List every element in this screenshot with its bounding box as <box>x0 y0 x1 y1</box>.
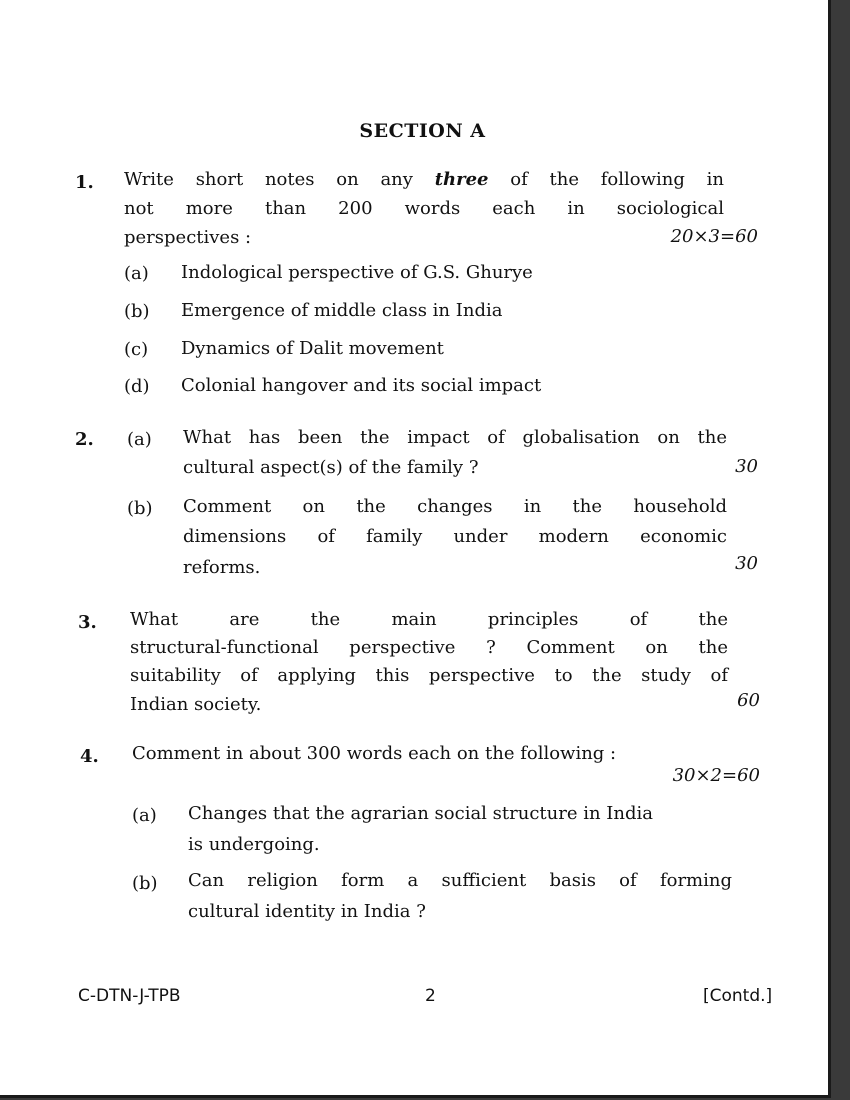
question-2b-label: (b) <box>127 498 153 519</box>
question-1b-text: Emergence of middle class in India <box>181 300 503 321</box>
question-4-marks: 30×2=60 <box>672 765 760 786</box>
question-2a-label: (a) <box>127 429 152 450</box>
question-1-emphasis: three <box>434 169 489 190</box>
question-3-line-2: structural-functional perspective ? Comment on the <box>130 637 728 658</box>
question-4b-line-1: Can religion form a sufficient basis of forming <box>188 870 732 891</box>
question-1-line-2: not more than 200 words each in sociological <box>124 198 724 219</box>
question-3-marks: 60 <box>737 690 760 711</box>
question-4b-label: (b) <box>132 873 158 894</box>
question-4-line-1: Comment in about 300 words each on the following : <box>132 743 617 764</box>
question-2a-line-2: cultural aspect(s) of the family ? <box>183 457 479 478</box>
question-2a-line-1: What has been the impact of globalisation on the <box>183 427 727 448</box>
question-1-text-b: of the following in <box>510 169 725 190</box>
question-3-line-4: Indian society. <box>130 694 262 715</box>
question-1b-label: (b) <box>124 301 150 322</box>
question-1d-label: (d) <box>124 376 150 397</box>
question-2b-line-2: dimensions of family under modern economic <box>183 526 727 547</box>
question-1-line-1 <box>124 165 724 194</box>
question-3-number: 3. <box>78 612 97 633</box>
question-4a-line-1: Changes that the agrarian social structure in India <box>188 803 653 824</box>
question-2-number: 2. <box>75 429 94 450</box>
question-4-number: 4. <box>80 746 99 767</box>
question-2a-marks: 30 <box>735 456 758 477</box>
question-1d-text: Colonial hangover and its social impact <box>181 375 542 396</box>
question-2b-line-3: reforms. <box>183 557 261 578</box>
continued-label: [Contd.] <box>703 986 773 1006</box>
question-3-line-3: suitability of applying this perspective to the study of <box>130 665 728 686</box>
question-1-line-3: perspectives : <box>124 227 252 248</box>
question-3-line-1: What are the main principles of the <box>130 609 728 630</box>
question-2b-line-1: Comment on the changes in the household <box>183 496 727 517</box>
question-4a-line-2: is undergoing. <box>188 834 320 855</box>
question-1-marks: 20×3=60 <box>670 226 758 247</box>
section-heading: SECTION A <box>359 120 486 142</box>
page-number: 2 <box>425 986 436 1006</box>
question-1a-label: (a) <box>124 263 149 284</box>
question-2b-marks: 30 <box>735 553 758 574</box>
question-1c-label: (c) <box>124 339 149 360</box>
question-1-text-a: Write short notes on any <box>124 169 413 190</box>
question-4a-label: (a) <box>132 805 157 826</box>
question-1c-text: Dynamics of Dalit movement <box>181 338 444 359</box>
question-4b-line-2: cultural identity in India ? <box>188 901 426 922</box>
question-1a-text: Indological perspective of G.S. Ghurye <box>181 262 533 283</box>
paper-code: C-DTN-J-TPB <box>78 986 181 1006</box>
question-1-number: 1. <box>75 172 94 193</box>
